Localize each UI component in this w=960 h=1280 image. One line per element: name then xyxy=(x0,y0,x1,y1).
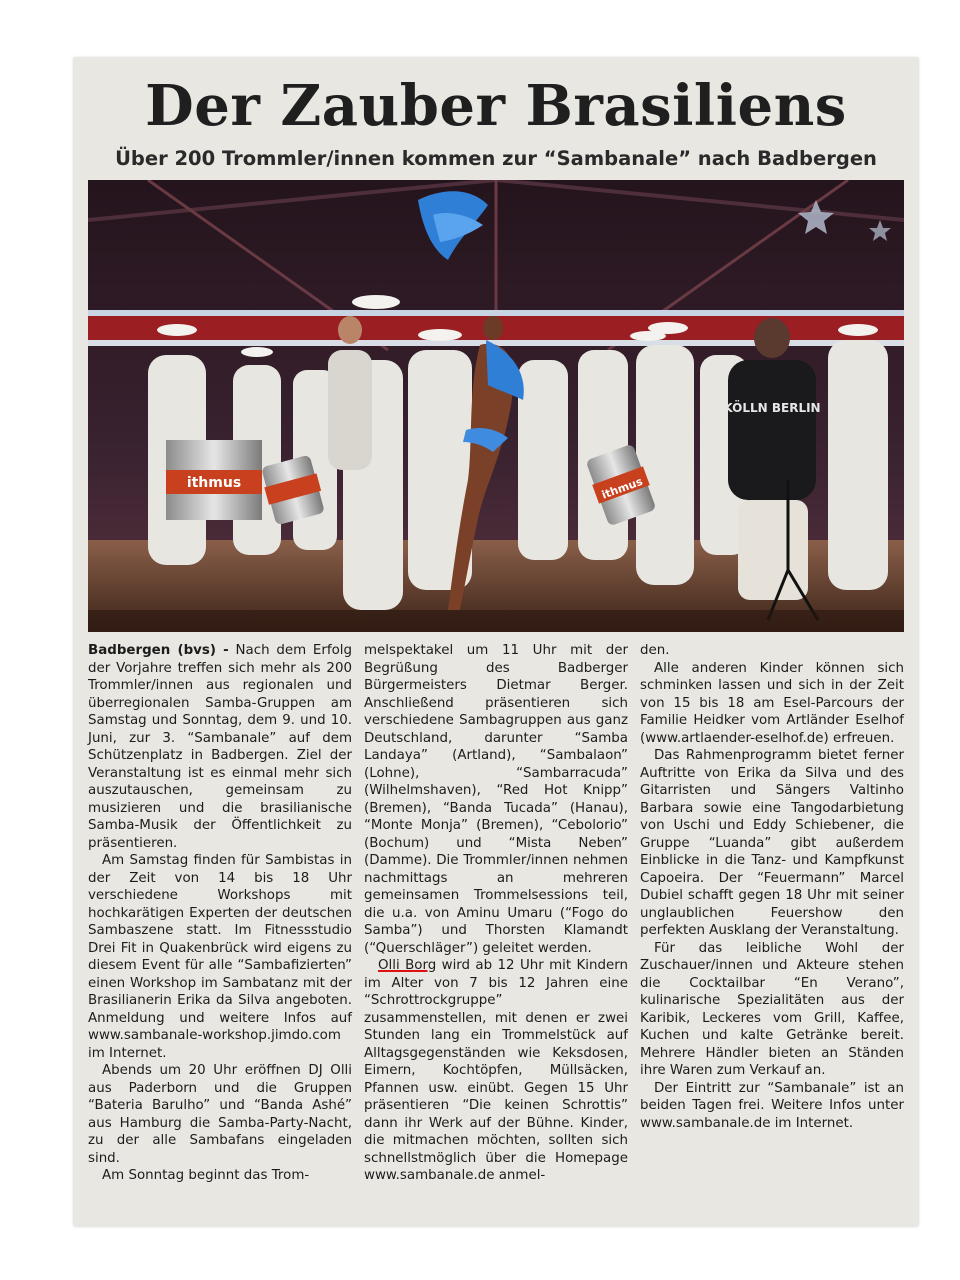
paragraph-9: Das Rahmenprogramm bietet ferner Auftritte von Erika da Silva und des Gitarristen und Sängers Valtinho Barbara sowie eine Tangodarbietung von Uschi und Eddy Schiebener, die Gruppe “Luanda” gibt außerdem Einblicke in die Tanz- und Kampfkunst Capoeira. Der “Feuermann” Marcel Dubiel schafft gegen 18 Uhr mit seiner unglaublichen Feuershow den perfekten Ausklang der Veranstaltung. xyxy=(640,748,904,938)
paragraph-5: melspektakel um 11 Uhr mit der Begrüßung des Badberger Bürgermeisters Dietmar Berger. Anschließend präsentieren sich verschiedene Sambagruppen aus ganz Deutschland, darunter “Samba Landaya” (Artland), “Sambalaon” (Lohne), “Sambarracuda” (Wilhelmshaven), “Red Hot Knipp” (Bremen), “Banda Tucada” (Hanau), “Monte Monja” (Bremen), “Cebolorio” (Bochum) und “Mista Neben” (Damme). Die Trommler/innen nehmen nachmittags an mehreren gemeinsamen Trommelsessions teil, die u.a. von Aminu Umaru (“Fogo do Samba”) und Thorsten Klamandt (“Querschläger”) geleitet werden. xyxy=(364,643,628,956)
drum-label-left: ithmus xyxy=(186,475,242,491)
shirt-text: KÖLLN BERLIN xyxy=(723,401,821,415)
paragraph-1-text: Nach dem Erfolg der Vorjahre treffen sich mehr als 200 Trommler/innen aus regionalen und überregionalen Samba-Gruppen am Samstag und Sonntag, dem 9. und 10. Juni, zur 3. “Sambanale” auf dem Schützenplatz in Badbergen. Ziel der Veranstaltung ist es einmal mehr sich auszutauschen, gemeinsam zu musizieren und die brasilianische Samba-Musik der Öffentlichkeit zu präsentieren. xyxy=(88,643,352,851)
paragraph-10: Für das leibliche Wohl der Zuschauer/innen und Akteure stehen die Cocktailbar “En Verano”, kulinarische Spezialitäten aus der Karibik, Leckeres vom Grill, Kaffee, Kuchen und kalte Getränke bereit. Mehrere Händler bieten an Ständen ihre Waren zum Verkauf an. xyxy=(640,940,904,1078)
paragraph-11: Der Eintritt zur “Sambanale” ist an beiden Tagen frei. Weitere Infos unter www.sambanale.de im Internet. xyxy=(640,1080,904,1131)
highlighted-name: Olli Borg xyxy=(378,958,437,973)
paragraph-7: den. xyxy=(640,643,670,658)
headline: Der Zauber Brasiliens xyxy=(145,73,847,139)
article-column-2 xyxy=(364,642,628,1185)
article-photo xyxy=(88,180,904,632)
paragraph-8: Alle anderen Kinder können sich schminken lassen und sich in der Zeit von 15 bis 18 am Esel-Parcours der Familie Heidker vom Artländer Eselhof (www.artlaender-eselhof.de) erfreuen. xyxy=(640,660,904,746)
paragraph-4: Am Sonntag beginnt das Trom- xyxy=(102,1168,310,1183)
article-column-1 xyxy=(88,642,352,1185)
paragraph-1 xyxy=(88,642,352,852)
subheadline: Über 200 Trommler/innen kommen zur “Sambanale” nach Badbergen xyxy=(115,147,877,170)
paragraph-6-text: wird ab 12 Uhr mit Kindern im Alter von 7 bis 12 Jahren eine “Schrottrockgruppe” zusammenstellen, mit denen er zwei Stunden lang ein Trommelstück auf Alltagsgegenständen wie Keksdosen, Eimern, Kochtöpfen, Müllsäcken, Pfannen usw. einübt. Gegen 15 Uhr präsentieren “Die keinen Schrottis” dann ihr Werk auf der Bühne. Kinder, die mitmachen möchten, sollten sich schnellstmöglich über die Homepage www.sambanale.de anmel- xyxy=(364,958,628,1183)
paragraph-2: Am Samstag finden für Sambistas in der Zeit von 14 bis 18 Uhr verschiedene Workshops mit hochkarätigen Experten der deutschen Sambaszene statt. Im Fitnessstudio Drei Fit in Quakenbrück wird eigens zu diesem Event für alle “Sambafizierten” einen Workshop im Sambatanz mit der Brasilianerin Erika da Silva angeboten. Anmeldung und weitere Infos auf www.sambanale-workshop.jimdo.com im Internet. xyxy=(88,853,352,1061)
paragraph-3: Abends um 20 Uhr eröffnen DJ Olli aus Paderborn und die Gruppen “Bateria Barulho” und “Banda Ashé” aus Hamburg die Samba-Party-Nacht, zu der alle Sambafans eingeladen sind. xyxy=(88,1063,352,1166)
paragraph-6 xyxy=(364,957,628,1185)
newspaper-clipping xyxy=(74,58,918,1226)
drum-label-right: ithmus xyxy=(599,474,645,502)
dateline: Badbergen (bvs) - xyxy=(88,643,229,658)
samba-stage-photo xyxy=(88,180,904,632)
article-column-3 xyxy=(640,642,904,1132)
